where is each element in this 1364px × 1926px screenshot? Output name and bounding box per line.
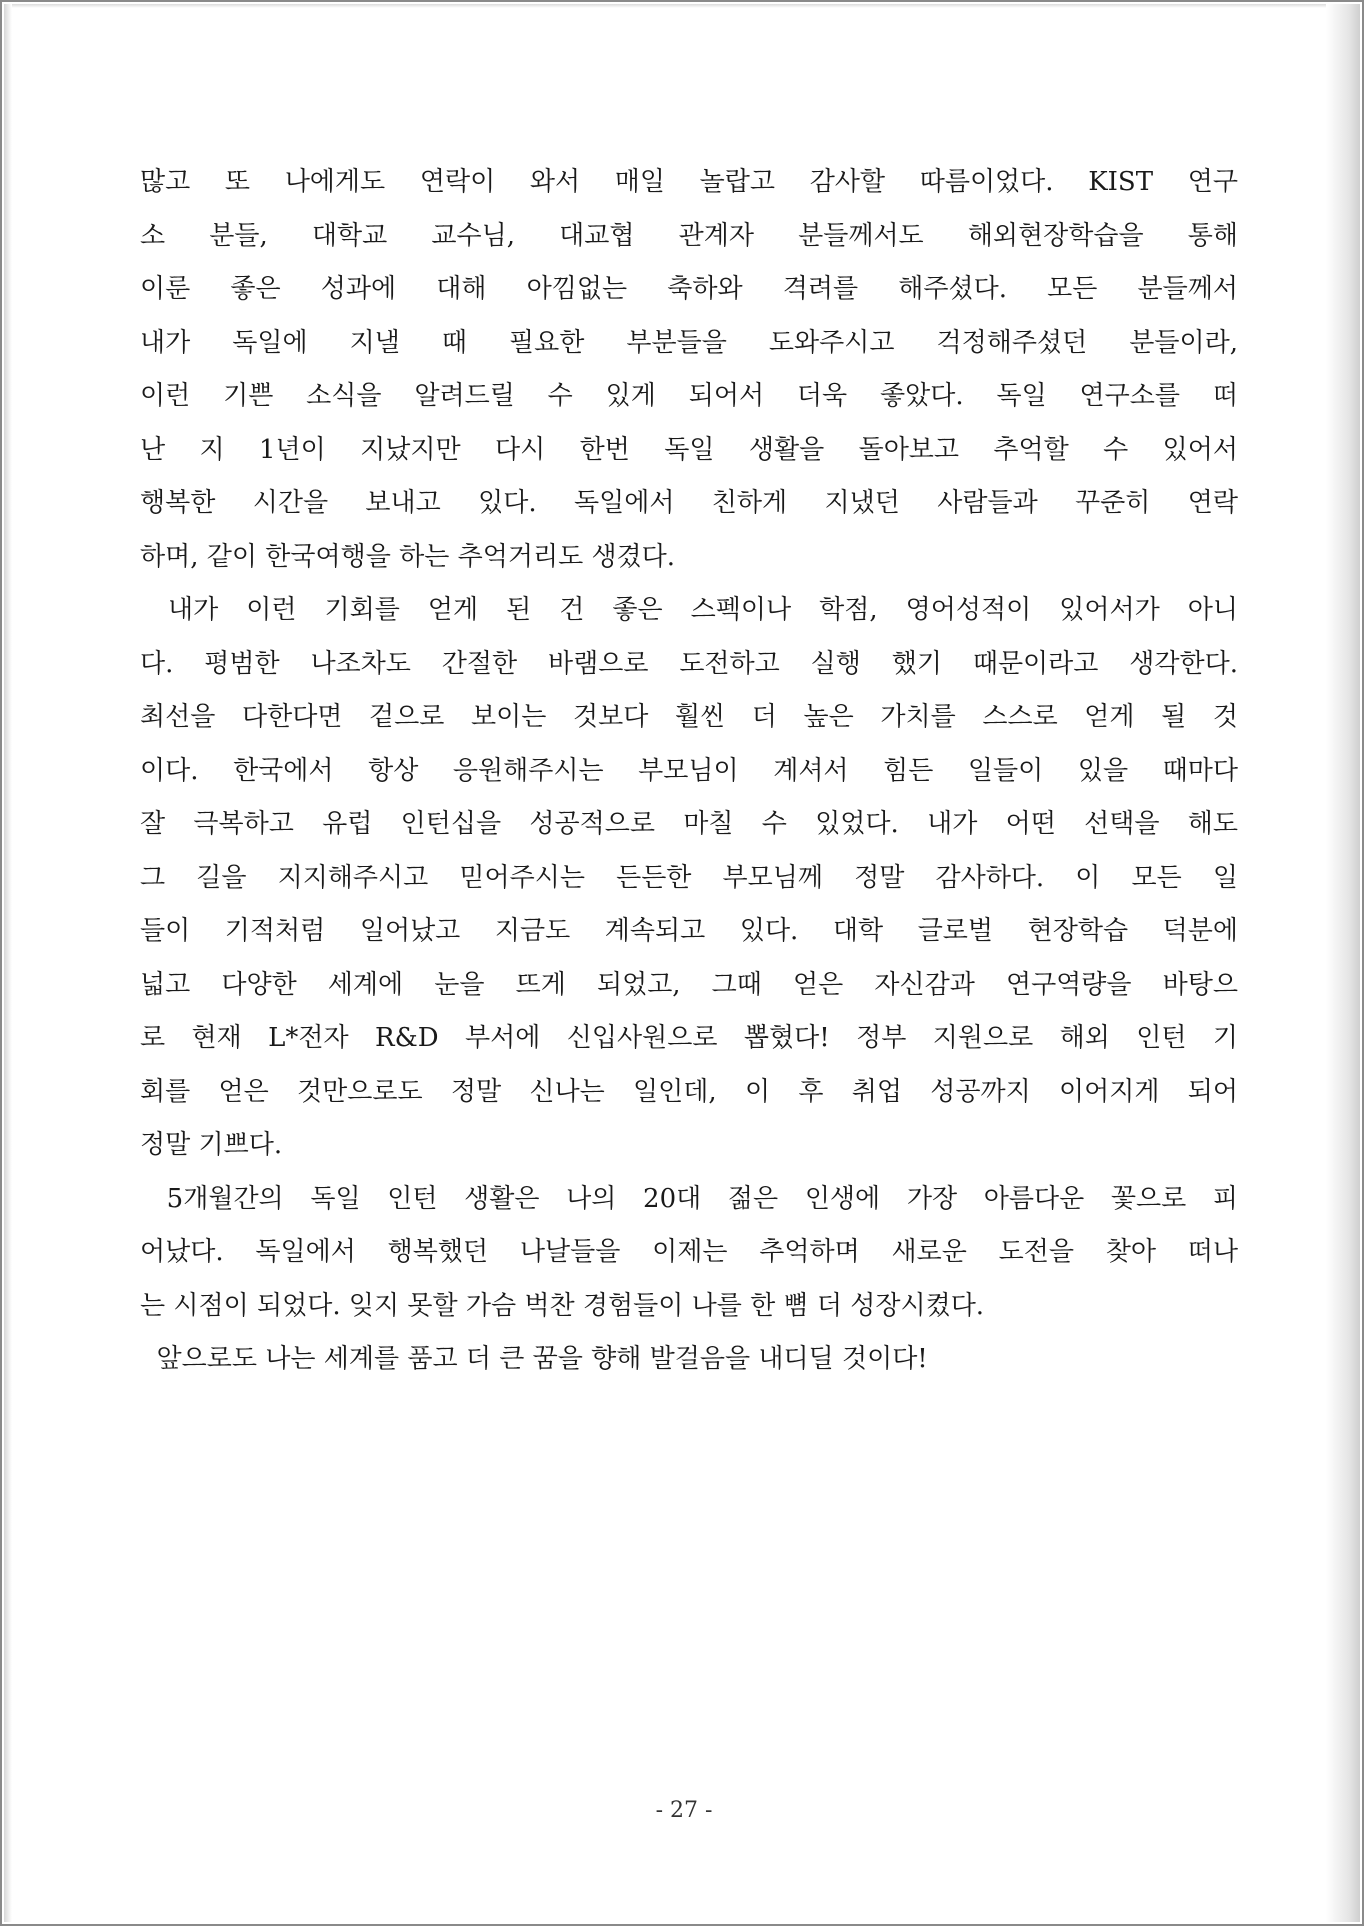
text-line-19: 정말 기쁘다. <box>140 1130 283 1160</box>
body-text <box>140 156 1238 1387</box>
text-line-22: 는 시점이 되었다. 잊지 못할 가슴 벅찬 경험들이 나를 한 뼘 더 성장시켰다. <box>140 1290 985 1321</box>
text-line-3: 이룬 좋은 성과에 대해 아낌없는 축하와 격려를 해주셨다. 모든 분들께서 <box>140 274 1238 304</box>
text-line-15: 들이 기적처럼 일어났고 지금도 계속되고 있다. 대학 글로벌 현장학습 덕분에 <box>140 916 1238 946</box>
text-line-17: 로 현재 L*전자 R&D 부서에 신입사원으로 뽑혔다! 정부 지원으로 해외 인턴 기 <box>140 1023 1238 1053</box>
text-line-11: 최선을 다한다면 겉으로 보이는 것보다 훨씬 더 높은 가치를 스스로 얻게 될 것 <box>140 702 1238 732</box>
text-line-9: 내가 이런 기회를 얻게 된 건 좋은 스펙이나 학점, 영어성적이 있어서가 아니 <box>140 595 1238 625</box>
text-line-10: 다. 평범한 나조차도 간절한 바램으로 도전하고 실행 했기 때문이라고 생각한다. <box>140 648 1238 679</box>
page-edge-shadow-top <box>4 4 1360 8</box>
text-line-5: 이런 기쁜 소식을 알려드릴 수 있게 되어서 더욱 좋았다. 독일 연구소를 떠 <box>140 381 1238 411</box>
text-line-1: 많고 또 나에게도 연락이 와서 매일 놀랍고 감사할 따름이었다. KIST 연구 <box>140 167 1238 197</box>
text-line-7: 행복한 시간을 보내고 있다. 독일에서 친하게 지냈던 사람들과 꾸준히 연락 <box>140 488 1238 518</box>
page-number: - 27 - <box>655 1798 713 1823</box>
text-line-13: 잘 극복하고 유럽 인턴십을 성공적으로 마칠 수 있었다. 내가 어떤 선택을 해도 <box>140 809 1238 839</box>
text-line-12: 이다. 한국에서 항상 응원해주시는 부모님이 계셔서 힘든 일들이 있을 때마다 <box>140 755 1238 786</box>
text-line-6: 난 지 1년이 지났지만 다시 한번 독일 생활을 돌아보고 추억할 수 있어서 <box>140 434 1238 465</box>
text-line-23: 앞으로도 나는 세계를 품고 더 큰 꿈을 향해 발걸음을 내디딜 것이다! <box>140 1344 928 1374</box>
page-edge-shadow-right <box>1326 4 1360 1922</box>
text-line-18: 회를 얻은 것만으로도 정말 신나는 일인데, 이 후 취업 성공까지 이어지게 되어 <box>140 1076 1238 1107</box>
text-line-4: 내가 독일에 지낼 때 필요한 부분들을 도와주시고 걱정해주셨던 분들이라, <box>140 327 1238 358</box>
text-line-2: 소 분들, 대학교 교수님, 대교협 관계자 분들께서도 해외현장학습을 통해 <box>140 220 1238 251</box>
text-line-21: 어났다. 독일에서 행복했던 나날들을 이제는 추억하며 새로운 도전을 찾아 떠나 <box>140 1237 1238 1267</box>
text-line-14: 그 길을 지지해주시고 믿어주시는 든든한 부모님께 정말 감사하다. 이 모든 일 <box>140 862 1238 893</box>
text-line-8: 하며, 같이 한국여행을 하는 추억거리도 생겼다. <box>140 541 676 572</box>
page-edge-shadow-left <box>4 4 12 1922</box>
text-line-20: 5개월간의 독일 인턴 생활은 나의 20대 젊은 인생에 가장 아름다운 꽃으로 피 <box>140 1183 1238 1214</box>
text-line-16: 넓고 다양한 세계에 눈을 뜨게 되었고, 그때 얻은 자신감과 연구역량을 바탕으 <box>140 969 1238 1000</box>
